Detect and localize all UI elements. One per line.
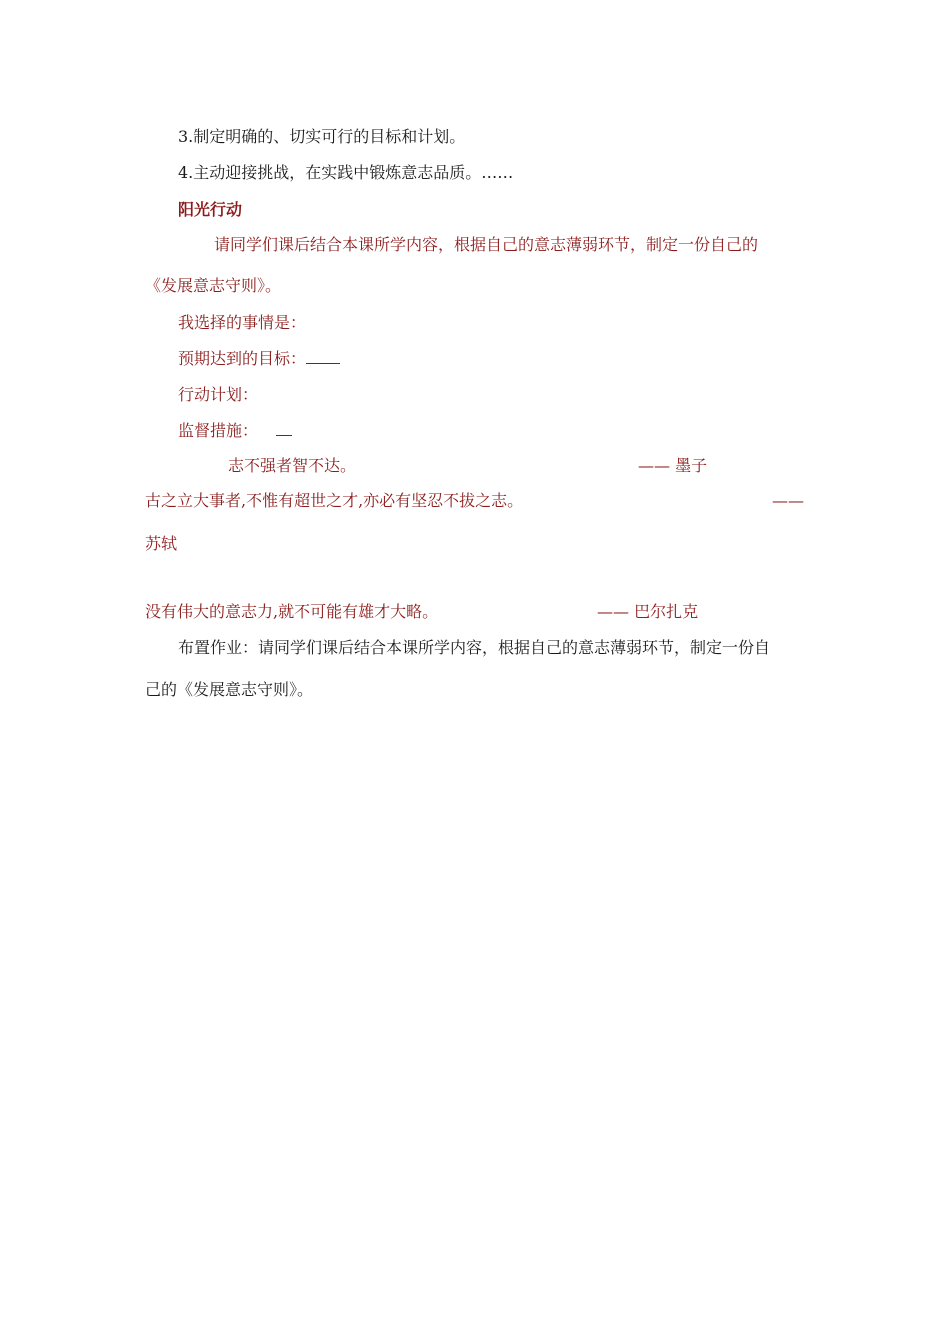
intro-line-1: 请同学们课后结合本课所学内容，根据自己的意志薄弱环节，制定一份自己的 bbox=[214, 235, 759, 254]
quote-2-text: 古之立大事者,不惟有超世之才,亦必有坚忍不拔之志。 bbox=[145, 491, 524, 510]
homework-line-1: 布置作业：请同学们课后结合本课所学内容，根据自己的意志薄弱环节，制定一份自 bbox=[178, 638, 771, 657]
quote-1-author: —— 墨子 bbox=[638, 456, 708, 475]
goal-label: 预期达到的目标： bbox=[178, 349, 307, 368]
list-item-3: 3.制定明确的、切实可行的目标和计划。 bbox=[178, 127, 466, 146]
intro-line-2: 《发展意志守则》。 bbox=[145, 276, 282, 295]
supervise-blank bbox=[276, 421, 292, 436]
list-item-4: 4.主动迎接挑战，在实践中锻炼意志品质。…… bbox=[178, 163, 514, 182]
goal-blank bbox=[306, 349, 340, 364]
quote-3-text: 没有伟大的意志力,就不可能有雄才大略。 bbox=[145, 602, 439, 621]
quote-1-text: 志不强者智不达。 bbox=[228, 456, 357, 475]
plan-label: 行动计划： bbox=[178, 385, 259, 404]
supervise-label: 监督措施： bbox=[178, 421, 259, 440]
chosen-label: 我选择的事情是： bbox=[178, 313, 307, 332]
goal-row bbox=[178, 349, 340, 369]
quote-2-dash: —— bbox=[772, 491, 804, 510]
homework-line-2: 己的《发展意志守则》。 bbox=[145, 680, 314, 699]
supervise-row bbox=[178, 421, 292, 441]
quote-2-author: 苏轼 bbox=[145, 534, 178, 553]
quote-3-author: —— 巴尔扎克 bbox=[597, 602, 699, 621]
section-title: 阳光行动 bbox=[178, 200, 243, 219]
